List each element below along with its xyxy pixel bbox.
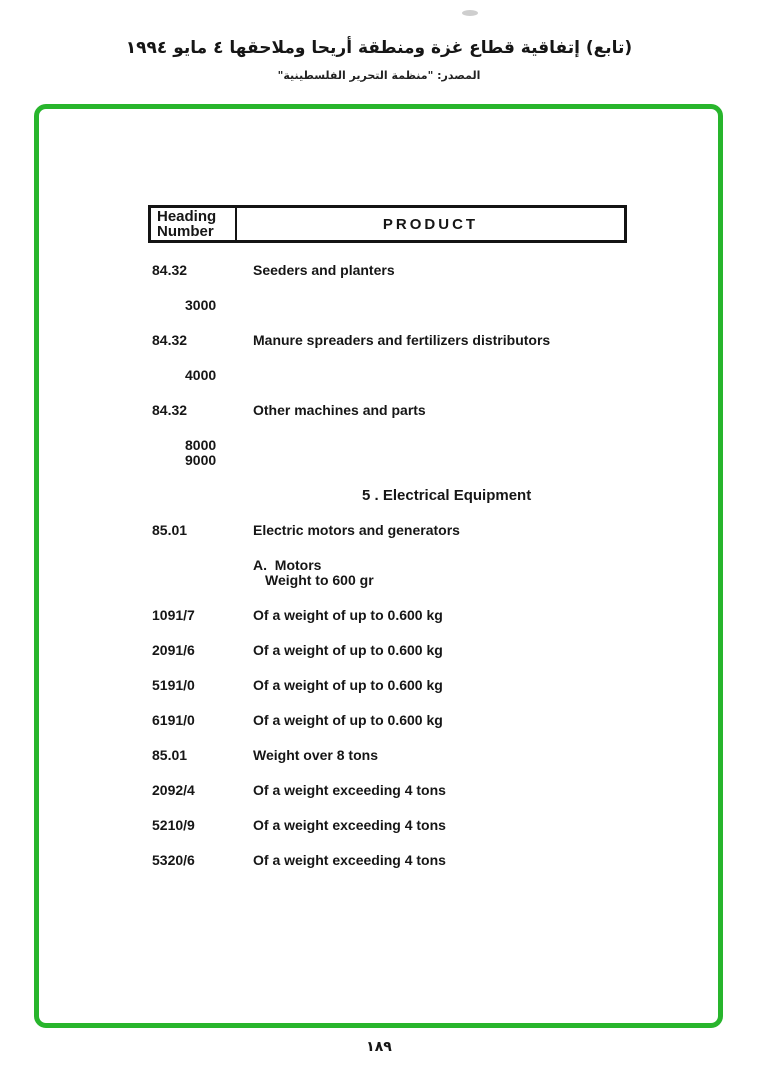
table-row-subnumber: [152, 453, 682, 468]
table-row: [152, 608, 682, 623]
table-row-subnumber: [152, 438, 682, 453]
product-name: Of a weight exceeding 4 tons: [253, 852, 446, 868]
product-subgroup: [152, 558, 682, 588]
product-name: Seeders and planters: [253, 262, 395, 278]
heading-number: 84.32: [152, 262, 188, 278]
table-body: [152, 263, 682, 868]
table-row: [152, 333, 682, 348]
sub-heading-number: 3000: [185, 297, 217, 313]
product-name: Of a weight of up to 0.600 kg: [253, 712, 443, 728]
heading-number: 85.01: [152, 747, 188, 763]
product-subgroup-block: [253, 558, 374, 588]
page-number: ١٨٩: [366, 1039, 392, 1055]
heading-number: 5210/9: [152, 817, 195, 833]
product-name: Of a weight of up to 0.600 kg: [253, 642, 443, 658]
table-row: [152, 678, 682, 693]
subgroup-line2: Weight to 600 gr: [265, 572, 374, 588]
scan-artifact: [462, 10, 478, 16]
product-name: Of a weight exceeding 4 tons: [253, 817, 446, 833]
heading-number: 2091/6: [152, 642, 195, 658]
table-row: [152, 523, 682, 538]
product-name: Manure spreaders and fertilizers distributors: [253, 332, 551, 348]
table-row-subnumber: [152, 298, 682, 313]
product-name: Other machines and parts: [253, 402, 426, 418]
sub-heading-number: 4000: [185, 367, 217, 383]
document-title-arabic: (تابع) إتفاقية قطاع غزة ومنطقة أريحا وملاحقها ٤ مايو ١٩٩٤: [125, 38, 633, 58]
heading-number: 5320/6: [152, 852, 195, 868]
heading-number: 85.01: [152, 522, 188, 538]
table-row: [152, 783, 682, 798]
table-row: [152, 403, 682, 418]
table-row: [152, 748, 682, 763]
column-header-heading-number: [151, 208, 237, 240]
heading-number: 84.32: [152, 332, 188, 348]
subgroup-line1: A. Motors: [253, 557, 322, 573]
product-name: Electric motors and generators: [253, 522, 460, 538]
heading-number: 5191/0: [152, 677, 195, 693]
document-source-arabic: المصدر: "منظمة التحرير الفلسطينية": [277, 69, 481, 82]
document-frame: [34, 104, 723, 1028]
product-name: Of a weight of up to 0.600 kg: [253, 677, 443, 693]
document-content: [152, 205, 682, 868]
product-name: Of a weight exceeding 4 tons: [253, 782, 446, 798]
table-row: [152, 713, 682, 728]
table-row: [152, 818, 682, 833]
heading-number: 84.32: [152, 402, 188, 418]
table-header: [148, 205, 627, 243]
table-row: [152, 263, 682, 278]
product-name: Of a weight of up to 0.600 kg: [253, 607, 443, 623]
heading-number: 2092/4: [152, 782, 195, 798]
sub-heading-number: 9000: [185, 452, 217, 468]
section-heading: [362, 488, 682, 503]
heading-number-header-line1: Heading: [157, 208, 217, 225]
section-heading-label: 5 . Electrical Equipment: [362, 487, 532, 504]
heading-number: 1091/7: [152, 607, 195, 623]
heading-number-header-line2: Number: [157, 223, 214, 240]
table-row: [152, 853, 682, 868]
table-row: [152, 643, 682, 658]
table-row-subnumber: [152, 368, 682, 383]
heading-number: 6191/0: [152, 712, 195, 728]
product-name: Weight over 8 tons: [253, 747, 378, 763]
sub-heading-number: 8000: [185, 437, 217, 453]
column-header-product: PRODUCT: [382, 215, 479, 233]
